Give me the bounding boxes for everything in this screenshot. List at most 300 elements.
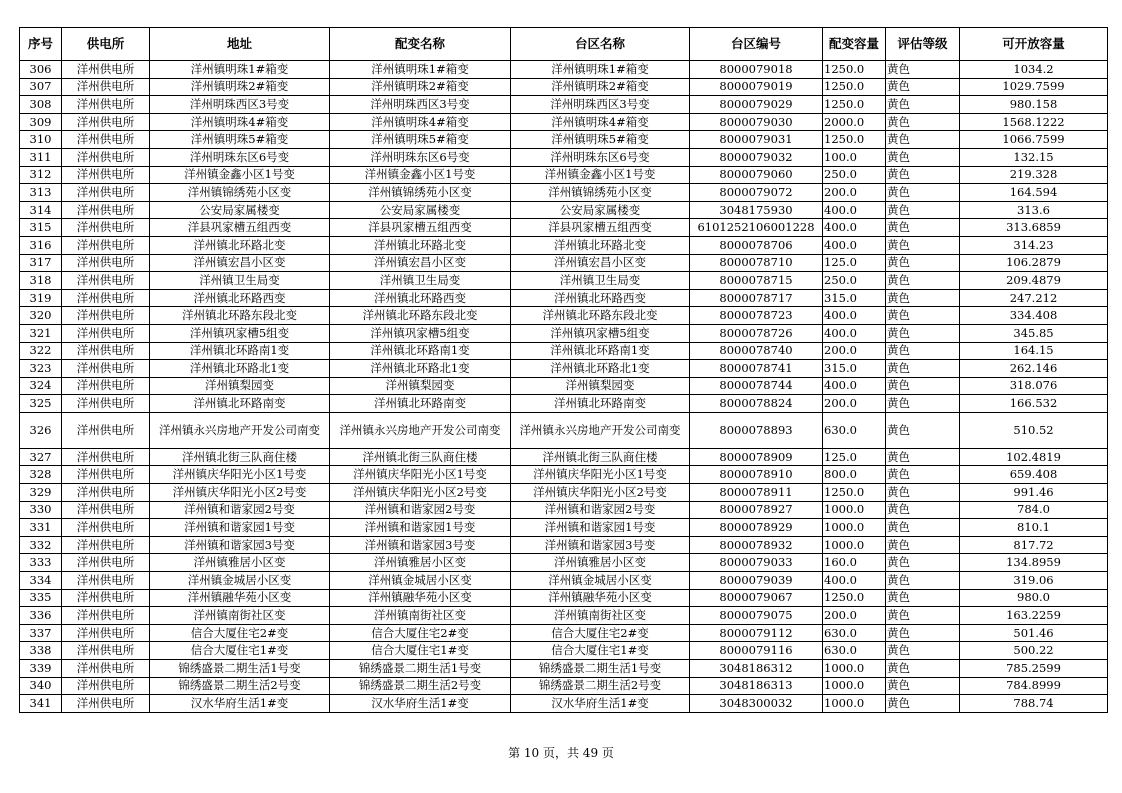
cell-station: 洋州供电所 [62,395,150,413]
cell-address: 洋州镇南街社区变 [150,607,330,625]
cell-index: 335 [20,589,62,607]
cell-address: 锦绣盛景二期生活1号变 [150,660,330,678]
cell-open-capacity: 501.46 [960,624,1108,642]
cell-index: 323 [20,360,62,378]
cell-grade: 黄色 [886,448,960,466]
cell-transformer-name: 洋州镇永兴房地产开发公司南变 [330,412,511,448]
cell-area-name: 洋州镇北环路北1变 [511,360,690,378]
cell-area-name: 洋州镇宏昌小区变 [511,254,690,272]
table-row [20,289,1108,307]
cell-grade: 黄色 [886,695,960,713]
cell-index: 310 [20,131,62,149]
table-row [20,166,1108,184]
cell-capacity: 630.0 [823,624,886,642]
cell-station: 洋州供电所 [62,484,150,502]
cell-grade: 黄色 [886,660,960,678]
cell-capacity: 200.0 [823,607,886,625]
cell-open-capacity: 106.2879 [960,254,1108,272]
cell-open-capacity: 134.8959 [960,554,1108,572]
cell-open-capacity: 810.1 [960,519,1108,537]
cell-address: 洋州镇雅居小区变 [150,554,330,572]
cell-open-capacity: 164.594 [960,184,1108,202]
cell-grade: 黄色 [886,412,960,448]
cell-index: 317 [20,254,62,272]
cell-index: 341 [20,695,62,713]
cell-open-capacity: 659.408 [960,466,1108,484]
cell-address: 洋州镇金城居小区变 [150,572,330,590]
table-row [20,377,1108,395]
cell-station: 洋州供电所 [62,148,150,166]
cell-station: 洋州供电所 [62,607,150,625]
cell-index: 324 [20,377,62,395]
cell-area-id: 8000079033 [690,554,823,572]
cell-area-id: 8000079030 [690,113,823,131]
cell-capacity: 400.0 [823,572,886,590]
table-row [20,572,1108,590]
cell-address: 洋县巩家槽五组西变 [150,219,330,237]
cell-area-name: 洋州镇北环路北变 [511,236,690,254]
cell-area-id: 8000079031 [690,131,823,149]
cell-grade: 黄色 [886,236,960,254]
cell-station: 洋州供电所 [62,448,150,466]
table-row [20,589,1108,607]
cell-grade: 黄色 [886,113,960,131]
header-open-capacity: 可开放容量 [960,28,1108,61]
cell-area-id: 8000078717 [690,289,823,307]
cell-capacity: 1000.0 [823,695,886,713]
capacity-table [19,27,1108,713]
cell-capacity: 250.0 [823,166,886,184]
cell-capacity: 250.0 [823,272,886,290]
cell-area-id: 8000078909 [690,448,823,466]
cell-area-id: 8000078741 [690,360,823,378]
cell-transformer-name: 洋州镇明珠4#箱变 [330,113,511,131]
cell-transformer-name: 洋州明珠西区3号变 [330,96,511,114]
table-row [20,412,1108,448]
cell-area-id: 8000079032 [690,148,823,166]
table-row [20,324,1108,342]
cell-transformer-name: 洋州镇宏昌小区变 [330,254,511,272]
cell-area-name: 洋州镇明珠1#箱变 [511,61,690,79]
cell-station: 洋州供电所 [62,466,150,484]
cell-area-id: 8000079029 [690,96,823,114]
cell-open-capacity: 1029.7599 [960,78,1108,96]
cell-capacity: 400.0 [823,324,886,342]
table-row [20,519,1108,537]
table-row [20,236,1108,254]
cell-capacity: 1250.0 [823,78,886,96]
header-index: 序号 [20,28,62,61]
table-row [20,96,1108,114]
cell-area-id: 8000078740 [690,342,823,360]
cell-grade: 黄色 [886,324,960,342]
cell-grade: 黄色 [886,466,960,484]
cell-address: 洋州镇北环路北1变 [150,360,330,378]
cell-capacity: 1000.0 [823,536,886,554]
table-row [20,113,1108,131]
cell-station: 洋州供电所 [62,254,150,272]
cell-area-name: 洋州镇和谐家园2号变 [511,501,690,519]
cell-transformer-name: 洋州镇庆华阳光小区2号变 [330,484,511,502]
cell-transformer-name: 洋州镇北环路东段北变 [330,307,511,325]
cell-transformer-name: 洋州镇梨园变 [330,377,511,395]
table-row [20,201,1108,219]
table-row [20,536,1108,554]
cell-transformer-name: 洋州镇卫生局变 [330,272,511,290]
cell-station: 洋州供电所 [62,519,150,537]
cell-capacity: 400.0 [823,236,886,254]
cell-area-name: 洋州镇庆华阳光小区1号变 [511,466,690,484]
cell-capacity: 1250.0 [823,484,886,502]
cell-open-capacity: 1066.7599 [960,131,1108,149]
cell-address: 信合大厦住宅2#变 [150,624,330,642]
cell-grade: 黄色 [886,96,960,114]
table-row [20,131,1108,149]
cell-index: 306 [20,61,62,79]
table-row [20,466,1108,484]
cell-area-name: 公安局家属楼变 [511,201,690,219]
cell-open-capacity: 1568.1222 [960,113,1108,131]
cell-address: 洋州镇明珠4#箱变 [150,113,330,131]
cell-address: 锦绣盛景二期生活2号变 [150,677,330,695]
cell-area-name: 洋州明珠东区6号变 [511,148,690,166]
page-footer: 第 10 页，共 49 页 [508,746,614,760]
cell-index: 325 [20,395,62,413]
cell-open-capacity: 319.06 [960,572,1108,590]
cell-capacity: 100.0 [823,148,886,166]
table-row [20,501,1108,519]
header-row [20,28,1108,61]
cell-grade: 黄色 [886,166,960,184]
cell-capacity: 630.0 [823,412,886,448]
cell-area-id: 8000078715 [690,272,823,290]
cell-area-id: 8000078824 [690,395,823,413]
cell-address: 洋州镇明珠5#箱变 [150,131,330,149]
cell-area-name: 洋州镇北环路南变 [511,395,690,413]
cell-grade: 黄色 [886,360,960,378]
cell-capacity: 400.0 [823,307,886,325]
cell-station: 洋州供电所 [62,624,150,642]
cell-capacity: 2000.0 [823,113,886,131]
cell-index: 308 [20,96,62,114]
cell-transformer-name: 洋州镇和谐家园2号变 [330,501,511,519]
cell-station: 洋州供电所 [62,377,150,395]
cell-index: 334 [20,572,62,590]
cell-grade: 黄色 [886,342,960,360]
cell-transformer-name: 洋州镇和谐家园3号变 [330,536,511,554]
cell-address: 公安局家属楼变 [150,201,330,219]
cell-index: 330 [20,501,62,519]
cell-index: 328 [20,466,62,484]
cell-area-id: 8000079116 [690,642,823,660]
cell-area-id: 8000079112 [690,624,823,642]
cell-address: 洋州镇金鑫小区1号变 [150,166,330,184]
cell-open-capacity: 980.0 [960,589,1108,607]
cell-index: 322 [20,342,62,360]
cell-station: 洋州供电所 [62,536,150,554]
cell-area-name: 信合大厦住宅1#变 [511,642,690,660]
table-row [20,624,1108,642]
cell-capacity: 400.0 [823,377,886,395]
cell-open-capacity: 219.328 [960,166,1108,184]
cell-transformer-name: 洋县巩家槽五组西变 [330,219,511,237]
cell-transformer-name: 洋州镇融华苑小区变 [330,589,511,607]
cell-grade: 黄色 [886,624,960,642]
cell-transformer-name: 信合大厦住宅2#变 [330,624,511,642]
table-row [20,607,1108,625]
cell-open-capacity: 164.15 [960,342,1108,360]
cell-transformer-name: 锦绣盛景二期生活1号变 [330,660,511,678]
cell-area-name: 洋州镇金鑫小区1号变 [511,166,690,184]
cell-open-capacity: 247.212 [960,289,1108,307]
table-row [20,219,1108,237]
cell-area-name: 锦绣盛景二期生活2号变 [511,677,690,695]
table-row [20,395,1108,413]
cell-address: 洋州镇融华苑小区变 [150,589,330,607]
cell-index: 320 [20,307,62,325]
cell-open-capacity: 1034.2 [960,61,1108,79]
table-row [20,254,1108,272]
cell-area-name: 洋州明珠西区3号变 [511,96,690,114]
cell-index: 339 [20,660,62,678]
cell-capacity: 315.0 [823,289,886,307]
cell-capacity: 1000.0 [823,501,886,519]
cell-grade: 黄色 [886,148,960,166]
table-row [20,184,1108,202]
cell-area-id: 8000079067 [690,589,823,607]
cell-station: 洋州供电所 [62,219,150,237]
header-grade: 评估等级 [886,28,960,61]
cell-address: 洋州镇锦绣苑小区变 [150,184,330,202]
cell-area-name: 洋州镇卫生局变 [511,272,690,290]
cell-area-name: 洋州镇明珠2#箱变 [511,78,690,96]
cell-capacity: 400.0 [823,201,886,219]
cell-index: 337 [20,624,62,642]
cell-area-id: 3048175930 [690,201,823,219]
cell-area-name: 洋州镇巩家槽5组变 [511,324,690,342]
cell-station: 洋州供电所 [62,131,150,149]
cell-area-id: 8000078932 [690,536,823,554]
cell-station: 洋州供电所 [62,289,150,307]
cell-area-name: 信合大厦住宅2#变 [511,624,690,642]
cell-grade: 黄色 [886,377,960,395]
cell-transformer-name: 洋州镇北环路南1变 [330,342,511,360]
cell-grade: 黄色 [886,61,960,79]
cell-index: 336 [20,607,62,625]
cell-station: 洋州供电所 [62,96,150,114]
cell-grade: 黄色 [886,131,960,149]
cell-area-name: 洋州镇和谐家园3号变 [511,536,690,554]
cell-address: 洋州镇庆华阳光小区1号变 [150,466,330,484]
cell-station: 洋州供电所 [62,695,150,713]
cell-index: 311 [20,148,62,166]
cell-index: 338 [20,642,62,660]
cell-grade: 黄色 [886,501,960,519]
cell-grade: 黄色 [886,289,960,307]
cell-area-name: 洋州镇雅居小区变 [511,554,690,572]
header-transformer-name: 配变名称 [330,28,511,61]
cell-address: 洋州明珠西区3号变 [150,96,330,114]
cell-area-name: 洋州镇金城居小区变 [511,572,690,590]
cell-station: 洋州供电所 [62,78,150,96]
cell-grade: 黄色 [886,589,960,607]
cell-open-capacity: 318.076 [960,377,1108,395]
cell-area-name: 洋州镇锦绣苑小区变 [511,184,690,202]
cell-address: 洋州镇北环路北变 [150,236,330,254]
cell-area-name: 洋州镇北街三队商住楼 [511,448,690,466]
cell-address: 洋州镇明珠2#箱变 [150,78,330,96]
cell-index: 333 [20,554,62,572]
cell-area-name: 洋州镇北环路东段北变 [511,307,690,325]
cell-area-id: 8000079072 [690,184,823,202]
cell-address: 洋州镇永兴房地产开发公司南变 [150,412,330,448]
cell-grade: 黄色 [886,519,960,537]
cell-station: 洋州供电所 [62,342,150,360]
cell-transformer-name: 洋州镇南街社区变 [330,607,511,625]
table-body [20,61,1108,713]
cell-index: 315 [20,219,62,237]
table-row [20,484,1108,502]
cell-open-capacity: 209.4879 [960,272,1108,290]
cell-transformer-name: 洋州镇巩家槽5组变 [330,324,511,342]
cell-grade: 黄色 [886,219,960,237]
cell-station: 洋州供电所 [62,113,150,131]
cell-transformer-name: 锦绣盛景二期生活2号变 [330,677,511,695]
cell-index: 331 [20,519,62,537]
cell-address: 洋州镇庆华阳光小区2号变 [150,484,330,502]
cell-open-capacity: 510.52 [960,412,1108,448]
cell-grade: 黄色 [886,642,960,660]
cell-grade: 黄色 [886,78,960,96]
cell-capacity: 200.0 [823,342,886,360]
cell-grade: 黄色 [886,307,960,325]
cell-address: 洋州镇明珠1#箱变 [150,61,330,79]
cell-transformer-name: 洋州镇北环路北1变 [330,360,511,378]
cell-capacity: 1000.0 [823,677,886,695]
cell-station: 洋州供电所 [62,501,150,519]
cell-address: 洋州镇梨园变 [150,377,330,395]
cell-transformer-name: 洋州镇北环路南变 [330,395,511,413]
header-area-id: 台区编号 [690,28,823,61]
cell-capacity: 1000.0 [823,519,886,537]
cell-station: 洋州供电所 [62,184,150,202]
table-row [20,78,1108,96]
cell-address: 洋州镇北环路南1变 [150,342,330,360]
cell-grade: 黄色 [886,254,960,272]
cell-index: 316 [20,236,62,254]
cell-station: 洋州供电所 [62,554,150,572]
header-capacity: 配变容量 [823,28,886,61]
cell-index: 332 [20,536,62,554]
cell-capacity: 1250.0 [823,589,886,607]
cell-area-name: 洋州镇永兴房地产开发公司南变 [511,412,690,448]
cell-transformer-name: 洋州镇金鑫小区1号变 [330,166,511,184]
cell-open-capacity: 980.158 [960,96,1108,114]
cell-grade: 黄色 [886,572,960,590]
cell-open-capacity: 314.23 [960,236,1108,254]
cell-area-id: 6101252106001228 [690,219,823,237]
cell-grade: 黄色 [886,395,960,413]
cell-open-capacity: 500.22 [960,642,1108,660]
cell-capacity: 200.0 [823,184,886,202]
cell-area-id: 8000079039 [690,572,823,590]
cell-area-name: 洋州镇庆华阳光小区2号变 [511,484,690,502]
cell-area-id: 3048186313 [690,677,823,695]
cell-capacity: 125.0 [823,448,886,466]
cell-area-id: 8000078911 [690,484,823,502]
cell-area-name: 洋州镇明珠5#箱变 [511,131,690,149]
cell-area-name: 锦绣盛景二期生活1号变 [511,660,690,678]
cell-open-capacity: 313.6859 [960,219,1108,237]
table-row [20,554,1108,572]
cell-station: 洋州供电所 [62,660,150,678]
cell-capacity: 1250.0 [823,131,886,149]
cell-index: 321 [20,324,62,342]
cell-area-id: 8000078726 [690,324,823,342]
cell-index: 319 [20,289,62,307]
cell-station: 洋州供电所 [62,201,150,219]
cell-area-name: 洋州镇明珠4#箱变 [511,113,690,131]
cell-area-id: 8000079018 [690,61,823,79]
header-address: 地址 [150,28,330,61]
cell-area-id: 8000078893 [690,412,823,448]
cell-index: 312 [20,166,62,184]
cell-area-name: 汉水华府生活1#变 [511,695,690,713]
cell-station: 洋州供电所 [62,412,150,448]
cell-address: 洋州镇和谐家园1号变 [150,519,330,537]
cell-address: 洋州镇巩家槽5组变 [150,324,330,342]
table-row [20,342,1108,360]
cell-transformer-name: 洋州镇庆华阳光小区1号变 [330,466,511,484]
cell-grade: 黄色 [886,484,960,502]
cell-address: 洋州镇和谐家园3号变 [150,536,330,554]
cell-transformer-name: 信合大厦住宅1#变 [330,642,511,660]
cell-area-id: 3048186312 [690,660,823,678]
cell-capacity: 1000.0 [823,660,886,678]
cell-index: 327 [20,448,62,466]
cell-open-capacity: 132.15 [960,148,1108,166]
table-row [20,695,1108,713]
cell-station: 洋州供电所 [62,272,150,290]
table-row [20,642,1108,660]
cell-grade: 黄色 [886,536,960,554]
cell-station: 洋州供电所 [62,677,150,695]
cell-open-capacity: 313.6 [960,201,1108,219]
table-row [20,360,1108,378]
cell-address: 洋州镇北环路南变 [150,395,330,413]
cell-area-id: 3048300032 [690,695,823,713]
cell-index: 329 [20,484,62,502]
table-row [20,148,1108,166]
cell-transformer-name: 洋州镇北环路北变 [330,236,511,254]
cell-transformer-name: 洋州镇和谐家园1号变 [330,519,511,537]
cell-transformer-name: 洋州镇明珠2#箱变 [330,78,511,96]
cell-capacity: 1250.0 [823,61,886,79]
cell-transformer-name: 洋州镇金城居小区变 [330,572,511,590]
cell-address: 汉水华府生活1#变 [150,695,330,713]
cell-transformer-name: 公安局家属楼变 [330,201,511,219]
cell-address: 洋州镇北环路东段北变 [150,307,330,325]
cell-capacity: 315.0 [823,360,886,378]
cell-address: 洋州镇北街三队商住楼 [150,448,330,466]
cell-transformer-name: 洋州明珠东区6号变 [330,148,511,166]
cell-index: 313 [20,184,62,202]
cell-open-capacity: 788.74 [960,695,1108,713]
cell-address: 信合大厦住宅1#变 [150,642,330,660]
cell-area-name: 洋州镇和谐家园1号变 [511,519,690,537]
cell-area-name: 洋州镇南街社区变 [511,607,690,625]
cell-open-capacity: 784.0 [960,501,1108,519]
